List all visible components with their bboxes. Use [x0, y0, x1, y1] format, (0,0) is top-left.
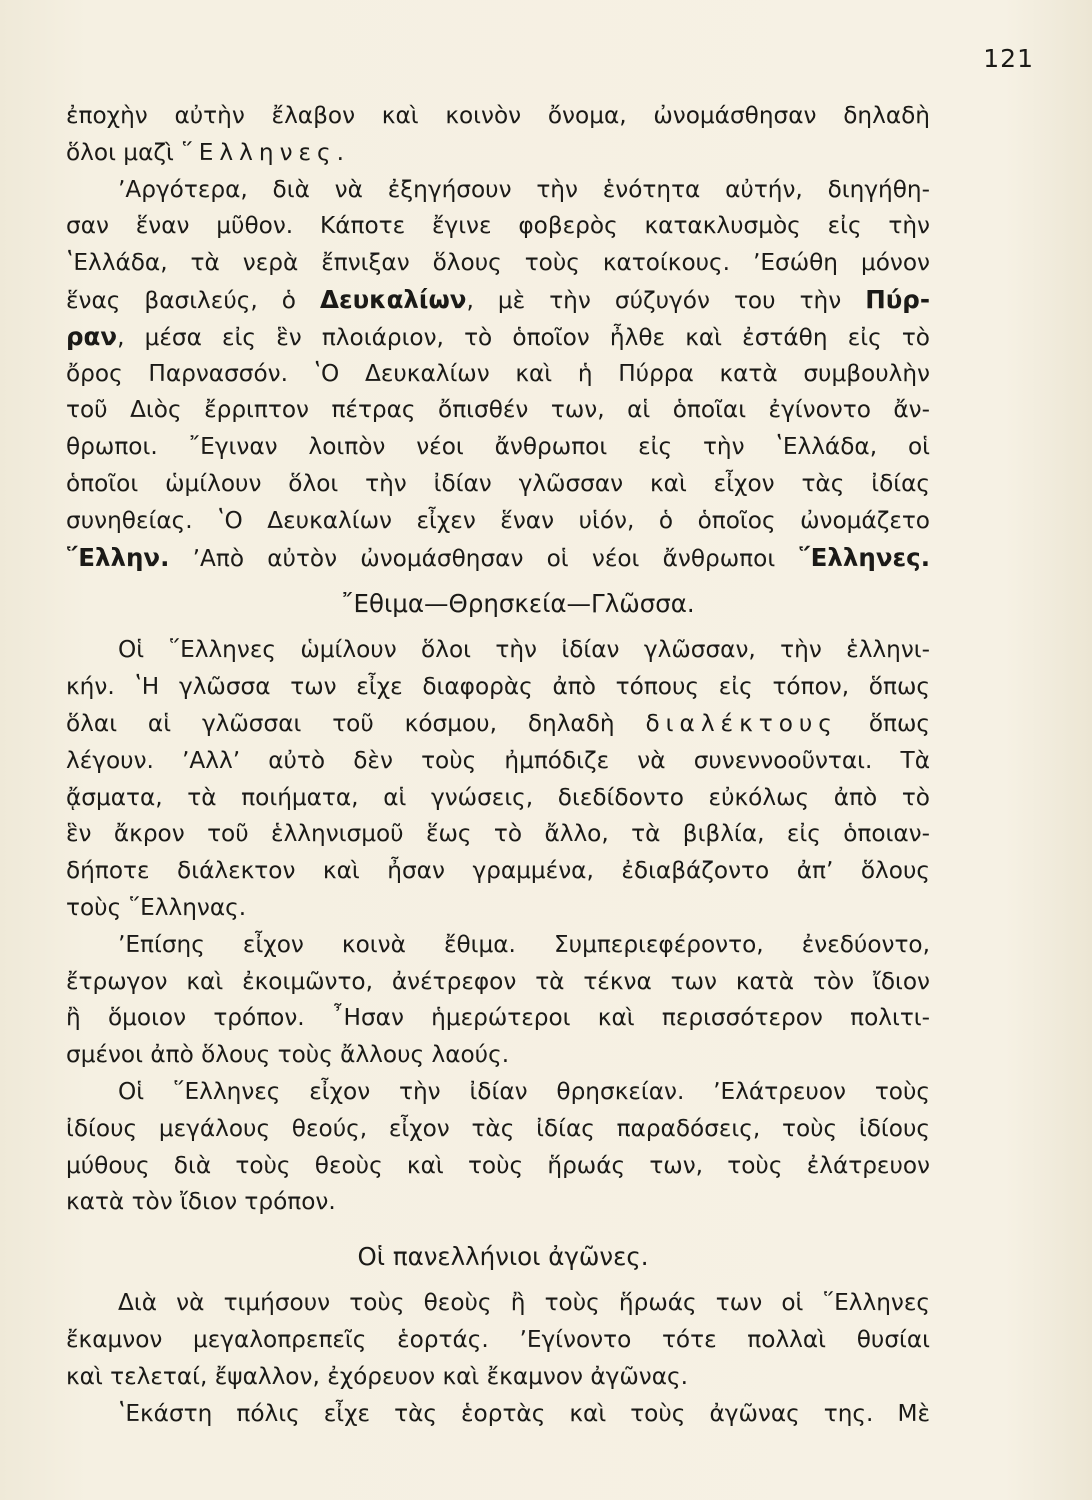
text-line: θρωποι. ῎Εγιναν λοιπὸν νέοι ἄνθρωποι εἰς τὴν ʽΕλλάδα, οἱ [66, 433, 930, 461]
text-line: ἔτρωγον καὶ ἐκοιμῶντο, ἀνέτρεφον τὰ τέκνα των κατὰ τὸν ἴδιον [66, 967, 930, 995]
text-line: κατὰ τὸν ἴδιον τρόπον. [66, 1188, 336, 1216]
text-line: ʽΕκάστη πόλις εἶχε τὰς ἑορτὰς καὶ τοὺς ἀγῶνας της. Μὲ [118, 1399, 930, 1427]
text-line [66, 135, 930, 172]
text-span: , μέσα εἰς ἓν πλοιάριον, τὸ ὁποῖον ἦλθε καὶ ἐστάθη εἰς τὸ [117, 323, 930, 351]
text-line: ᾄσματα, τὰ ποιήματα, αἱ γνώσεις, διεδίδοντο εὐκόλως ἀπὸ τὸ [66, 783, 930, 811]
text-line: σαν ἕναν μῦθον. Κάποτε ἔγινε φοβερὸς κατακλυσμὸς εἰς τὴν [66, 212, 930, 240]
text-line: ὁποῖοι ὡμίλουν ὅλοι τὴν ἰδίαν γλῶσσαν καὶ εἶχον τὰς ἰδίας [66, 469, 930, 497]
bold-name: ῞Ελλην. [66, 542, 170, 572]
text-line: ὄρος Παρνασσόν. ʽΟ Δευκαλίων καὶ ἡ Πύρρα κατὰ συμβουλὴν [66, 359, 930, 387]
text-line: ʼΕπίσης εἶχον κοινὰ ἔθιμα. Συμπεριεφέροντο, ἐνεδύοντο, [118, 930, 930, 958]
page-number: 121 [983, 44, 1034, 73]
bold-name: ραν [66, 321, 118, 351]
text-line [66, 282, 930, 319]
text-line: μύθους διὰ τοὺς θεοὺς καὶ τοὺς ἥρωάς των, τοὺς ἐλάτρευον [66, 1151, 930, 1179]
text-line: ʽΕλλάδα, τὰ νερὰ ἔπνιξαν ὅλους τοὺς κατοίκους. ʼΕσώθη μόνον [66, 249, 930, 277]
text-line: Διὰ νὰ τιμήσουν τοὺς θεοὺς ἢ τοὺς ἥρωάς των οἱ ῞Ελληνες [118, 1289, 930, 1317]
text-line: ἓν ἄκρον τοῦ ἑλληνισμοῦ ἕως τὸ ἄλλο, τὰ βιβλία, εἰς ὁποιαν- [66, 820, 930, 848]
spaced-word: διαλέκτους [645, 709, 838, 737]
text-span: ὅπως [868, 709, 930, 737]
text-line: καὶ τελεταί, ἔψαλλον, ἐχόρευον καὶ ἔκαμνον ἀγῶνας. [66, 1362, 688, 1390]
text-span: ὅλοι μαζὶ [66, 138, 174, 166]
text-line: δήποτε διάλεκτον καὶ ἦσαν γραμμένα, ἐδιαβάζοντο ἀπʼ ὅλους [66, 857, 930, 885]
bold-name: Πύρ- [865, 284, 930, 314]
bold-name: Δευκαλίων [320, 284, 467, 314]
text-line [66, 540, 930, 577]
text-line [66, 319, 930, 356]
text-span: ὅλαι αἱ γλῶσσαι τοῦ κόσμου, δηλαδὴ [66, 709, 615, 737]
text-line: ἔκαμνον μεγαλοπρεπεῖς ἑορτάς. ʼΕγίνοντο τότε πολλαὶ θυσίαι [66, 1325, 930, 1353]
section-heading: ῎Εθιμα—Θρησκεία—Γλῶσσα. [341, 589, 695, 619]
bold-name: ῞Ελληνες. [798, 542, 930, 572]
section-heading: Οἱ πανελλήνιοι ἀγῶνες. [357, 1242, 649, 1272]
text-line: ἢ ὅμοιον τρόπον. ῏Ησαν ἡμερώτεροι καὶ περισσότερον πολιτι- [66, 1004, 930, 1032]
text-line [66, 706, 930, 743]
page-body [66, 98, 930, 1432]
text-line: ʼΑργότερα, διὰ νὰ ἐξηγήσουν τὴν ἑνότητα αὐτήν, διηγήθη- [118, 175, 930, 203]
text-span: , μὲ τὴν σύζυγόν του τὴν [466, 286, 842, 314]
text-line: ἰδίους μεγάλους θεούς, εἶχον τὰς ἰδίας παραδόσεις, τοὺς ἰδίους [66, 1114, 930, 1142]
text-line: λέγουν. ʼΑλλʼ αὐτὸ δὲν τοὺς ἠμπόδιζε νὰ συνεννοοῦνται. Τὰ [66, 746, 930, 774]
text-line: σμένοι ἀπὸ ὅλους τοὺς ἄλλους λαούς. [66, 1041, 510, 1069]
spaced-word: ῞Ελληνες. [181, 138, 351, 166]
text-line: κήν. ʽΗ γλῶσσα των εἶχε διαφορὰς ἀπὸ τόπους εἰς τόπον, ὅπως [66, 673, 930, 701]
text-span: ἕνας βασιλεύς, ὁ [66, 286, 296, 314]
text-line: Οἱ ῞Ελληνες εἶχον τὴν ἰδίαν θρησκείαν. ʼΕλάτρευον τοὺς [118, 1077, 930, 1105]
text-line: Οἱ ῞Ελληνες ὡμίλουν ὅλοι τὴν ἰδίαν γλῶσσαν, τὴν ἑλληνι- [118, 636, 930, 664]
text-line: ἐποχὴν αὐτὴν ἔλαβον καὶ κοινὸν ὄνομα, ὠνομάσθησαν δηλαδὴ [66, 102, 930, 129]
text-span: ʼΑπὸ αὐτὸν ὠνομάσθησαν οἱ νέοι ἄνθρωποι [169, 544, 776, 572]
text-line: τοὺς ῞Ελληνας. [66, 893, 247, 921]
text-line: τοῦ Διὸς ἔρριπτον πέτρας ὄπισθέν των, αἱ ὁποῖαι ἐγίνοντο ἄν- [66, 396, 930, 424]
text-line: συνηθείας. ʽΟ Δευκαλίων εἶχεν ἕναν υἱόν, ὁ ὁποῖος ὠνομάζετο [66, 506, 930, 534]
